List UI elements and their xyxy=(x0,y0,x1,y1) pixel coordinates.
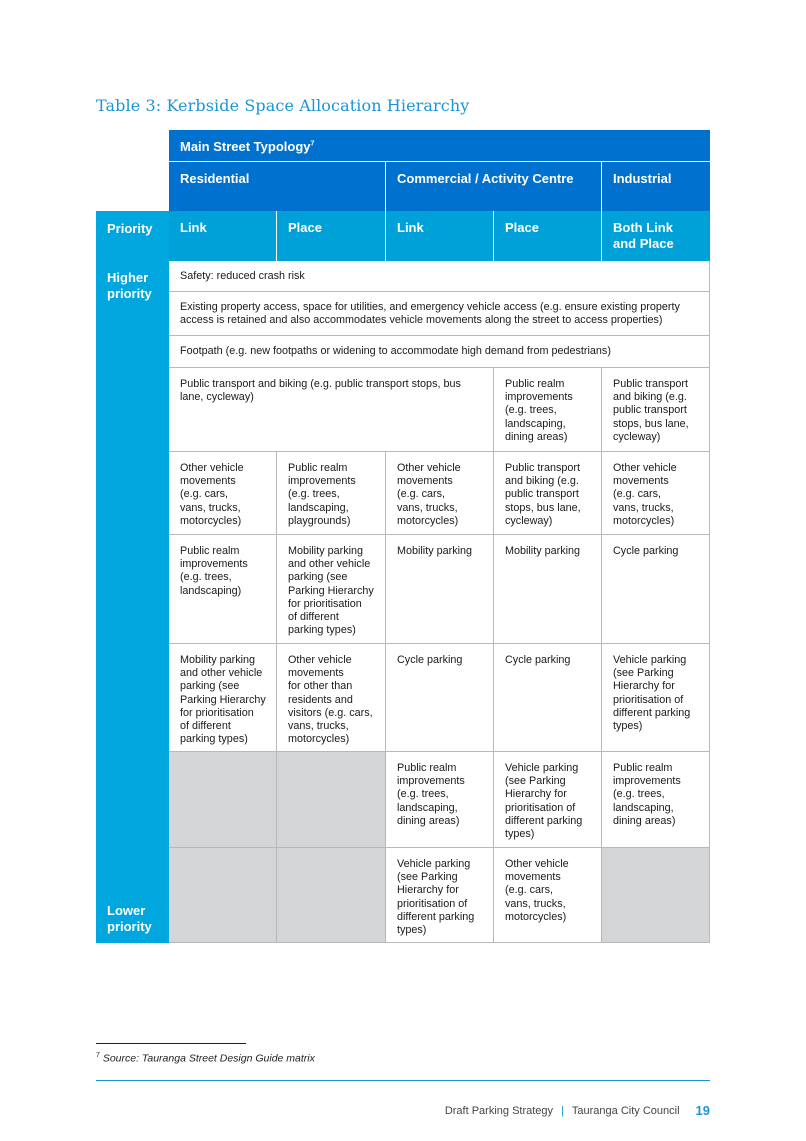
row5-com-place: Public transport and biking (e.g. public transport stops, bus lane, cycleway) xyxy=(494,452,602,535)
footnote-text: Source: Tauranga Street Design Guide matrix xyxy=(102,1052,315,1065)
subheader-commercial-link: Link xyxy=(386,211,494,261)
row-footpath: Footpath (e.g. new footpaths or widening to accommodate high demand from pedestrians) xyxy=(169,336,710,368)
row7-industrial: Vehicle parking (see Parking Hierarchy for prioritisation of different parking types) xyxy=(602,644,710,752)
group-residential: Residential xyxy=(169,162,386,211)
page-title: Table 3: Kerbside Space Allocation Hierarchy xyxy=(96,96,470,115)
row4-commercial-place: Public realm improvements (e.g. trees, landscaping, dining areas) xyxy=(494,368,602,452)
row6-res-place: Mobility parking and other vehicle parking (see Parking Hierarchy for prioritisation of different parking types) xyxy=(277,535,386,644)
footer-divider xyxy=(96,1080,710,1081)
row4-public-transport: Public transport and biking (e.g. public transport stops, bus lane, cycleway) xyxy=(169,368,494,452)
row9-res-link-empty xyxy=(169,848,277,943)
row6-res-link: Public realm improvements (e.g. trees, landscaping) xyxy=(169,535,277,644)
group-commercial: Commercial / Activity Centre xyxy=(386,162,602,211)
row8-industrial: Public realm improvements (e.g. trees, landscaping, dining areas) xyxy=(602,752,710,848)
row-property-access: Existing property access, space for utilities, and emergency vehicle access (e.g. ensure existing property access is retained and also accommodates vehicle movements along the street to access properties) xyxy=(169,292,710,336)
page-footer xyxy=(445,1103,710,1118)
priority-column xyxy=(96,211,169,943)
typology-header xyxy=(169,130,710,162)
row8-res-place-empty xyxy=(277,752,386,848)
footer-document-title: Draft Parking Strategy xyxy=(444,1104,554,1117)
row8-res-link-empty xyxy=(169,752,277,848)
row5-industrial: Other vehicle movements (e.g. cars, vans, trucks, motorcycles) xyxy=(602,452,710,535)
footer-separator: | xyxy=(561,1104,564,1117)
row-safety: Safety: reduced crash risk xyxy=(169,261,710,292)
row6-industrial: Cycle parking xyxy=(602,535,710,644)
footnote-marker: 7 xyxy=(96,1052,100,1059)
subheader-commercial-place: Place xyxy=(494,211,602,261)
row5-res-place: Public realm improvements (e.g. trees, landscaping, playgrounds) xyxy=(277,452,386,535)
row7-res-place: Other vehicle movements for other than residents and visitors (e.g. cars, vans, trucks, motorcycles) xyxy=(277,644,386,752)
subheader-residential-link: Link xyxy=(169,211,277,261)
row9-com-place: Other vehicle movements (e.g. cars, vans, trucks, motorcycles) xyxy=(494,848,602,943)
row9-com-link: Vehicle parking (see Parking Hierarchy for prioritisation of different parking types) xyxy=(386,848,494,943)
row6-com-link: Mobility parking xyxy=(386,535,494,644)
lower-priority-label: Lower priority xyxy=(107,903,152,934)
row4-industrial: Public transport and biking (e.g. public transport stops, bus lane, cycleway) xyxy=(602,368,710,452)
subheader-residential-place: Place xyxy=(277,211,386,261)
typology-footnote-ref: 7 xyxy=(310,140,315,148)
page-number: 19 xyxy=(695,1103,710,1118)
footnote-divider xyxy=(96,1043,246,1044)
row7-com-link: Cycle parking xyxy=(386,644,494,752)
footnote xyxy=(96,1052,315,1065)
row8-com-link: Public realm improvements (e.g. trees, landscaping, dining areas) xyxy=(386,752,494,848)
row7-res-link: Mobility parking and other vehicle parking (see Parking Hierarchy for prioritisation of different parking types) xyxy=(169,644,277,752)
row5-com-link: Other vehicle movements (e.g. cars, vans, trucks, motorcycles) xyxy=(386,452,494,535)
row9-res-place-empty xyxy=(277,848,386,943)
row7-com-place: Cycle parking xyxy=(494,644,602,752)
higher-priority-label: Higher priority xyxy=(107,270,152,301)
row5-res-link: Other vehicle movements (e.g. cars, vans, trucks, motorcycles) xyxy=(169,452,277,535)
row6-com-place: Mobility parking xyxy=(494,535,602,644)
group-industrial: Industrial xyxy=(602,162,710,211)
typology-header-label: Main Street Typology xyxy=(180,139,311,154)
row9-industrial-empty xyxy=(602,848,710,943)
footer-organisation: Tauranga City Council xyxy=(571,1104,680,1117)
subheader-industrial-both: Both Link and Place xyxy=(602,211,710,261)
row8-com-place: Vehicle parking (see Parking Hierarchy for prioritisation of different parking types) xyxy=(494,752,602,848)
priority-header: Priority xyxy=(107,221,153,236)
